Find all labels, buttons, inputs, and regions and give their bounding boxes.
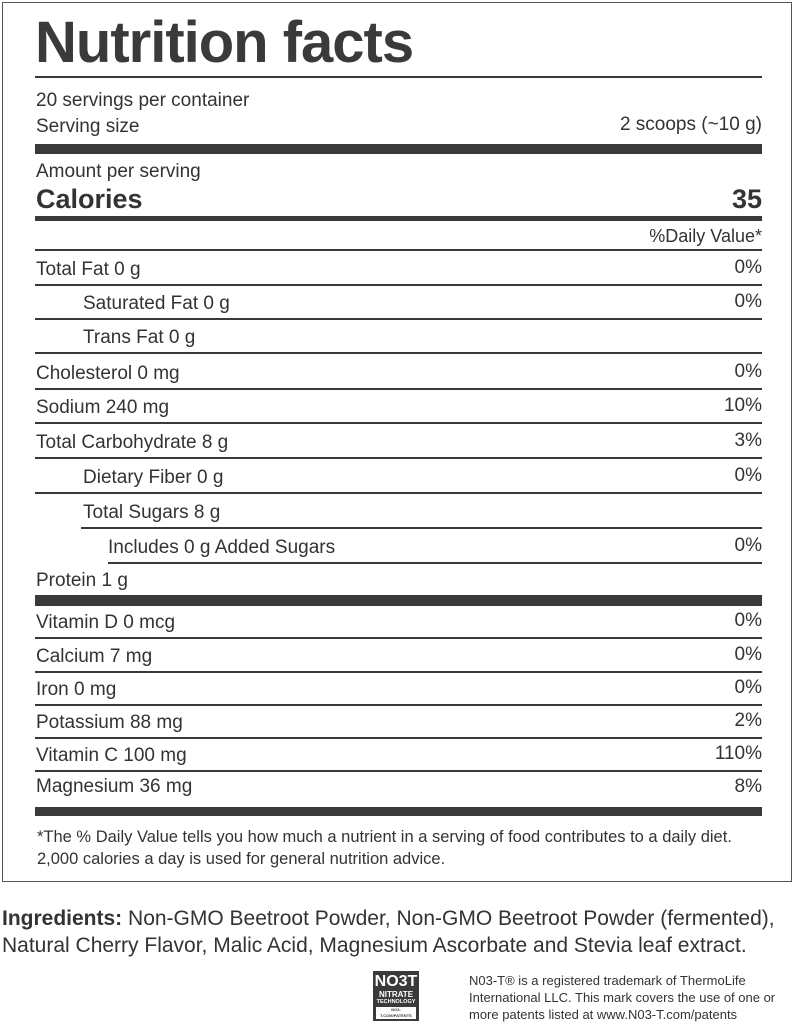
- nutrient-row-sodium: [35, 390, 762, 424]
- vitamin-dv: 110%: [714, 743, 762, 764]
- vitamin-row-iron: [35, 672, 762, 706]
- nutrient-row-dietary-fiber: [35, 460, 762, 494]
- row-divider: [35, 422, 762, 424]
- nutrient-name: Sodium 240 mg: [36, 397, 170, 418]
- label-title: Nutrition facts: [35, 10, 414, 75]
- vitamin-name: Magnesium 36 mg: [36, 776, 193, 797]
- vitamin-name: Vitamin C 100 mg: [36, 745, 187, 766]
- calories-value: 35: [731, 184, 762, 214]
- row-divider: [81, 527, 762, 529]
- nutrient-name: Protein 1 g: [36, 570, 128, 591]
- vitamin-dv: 0%: [734, 644, 762, 665]
- nutrient-row-added-sugars: [35, 530, 762, 564]
- nutrient-row-total-fat: [35, 252, 762, 286]
- nutrient-dv: 0%: [734, 291, 762, 312]
- ingredients-text: Non-GMO Beetroot Powder, Non-GMO Beetroot Powder (fermented), Natural Cherry Flavor, Malic Acid, Magnesium Ascorbate and Stevia leaf extract.: [2, 907, 775, 957]
- nutrient-row-saturated-fat: [35, 286, 762, 320]
- nutrient-name: Dietary Fiber 0 g: [83, 467, 224, 488]
- nutrient-dv: 3%: [734, 430, 762, 451]
- vitamin-name: Calcium 7 mg: [36, 646, 153, 667]
- daily-value-header: %Daily Value*: [649, 226, 762, 246]
- trademark-notice: N03-T® is a registered trademark of ThermoLife International LLC. This mark covers the use of one or more patents listed at www.N03-T.com/patents: [469, 973, 776, 1022]
- nutrient-dv: 0%: [734, 535, 762, 556]
- nutrient-dv: 0%: [734, 361, 762, 382]
- row-divider: [108, 562, 762, 564]
- logo-nitrate: NITRATE: [378, 990, 414, 999]
- nutrient-name: Total Fat 0 g: [36, 259, 141, 280]
- serving-size-label: Serving size: [36, 116, 140, 137]
- nutrient-row-total-carbohydrate: [35, 425, 762, 459]
- vitamin-row-vitamin-d: [35, 605, 762, 639]
- vitamin-name: Potassium 88 mg: [36, 712, 183, 733]
- vitamin-dv: 0%: [734, 677, 762, 698]
- thick-divider: [35, 144, 762, 154]
- daily-value-footnote: *The % Daily Value tells you how much a nutrient in a serving of food contributes to a daily diet. 2,000 calories a day is used for general nutrition advice.: [37, 828, 732, 868]
- nutrient-name: Trans Fat 0 g: [83, 327, 196, 348]
- nutrient-name: Total Carbohydrate 8 g: [36, 432, 229, 453]
- vitamin-row-calcium: [35, 639, 762, 673]
- logo-mark: NO3T: [374, 973, 418, 990]
- title-divider: [35, 76, 762, 78]
- nutrient-dv: 0%: [734, 257, 762, 278]
- nutrient-name: Includes 0 g Added Sugars: [108, 537, 336, 558]
- ingredients-block: [2, 905, 792, 959]
- amount-per-serving: Amount per serving: [36, 161, 201, 182]
- vitamin-dv: 0%: [734, 610, 762, 631]
- nutrient-row-protein: [35, 566, 762, 592]
- logo-patents: NO3-T.COM/PATENTS: [376, 1007, 416, 1019]
- thick-divider: [35, 807, 762, 816]
- nutrient-row-trans-fat: [35, 320, 762, 354]
- ingredients-heading: Ingredients:: [2, 907, 123, 930]
- nutrient-dv: 0%: [734, 465, 762, 486]
- nutrient-row-total-sugars: [35, 495, 762, 529]
- row-divider: [35, 352, 762, 354]
- vitamin-row-potassium: [35, 705, 762, 739]
- nutrient-name: Total Sugars 8 g: [83, 502, 221, 523]
- servings-per-container: 20 servings per container: [36, 90, 250, 111]
- logo-technology: TECHNOLOGY: [376, 999, 416, 1005]
- serving-size-value: 2 scoops (~10 g): [619, 114, 762, 135]
- vitamin-row-vitamin-c: [35, 738, 762, 772]
- row-divider: [35, 457, 762, 459]
- nutrient-name: Saturated Fat 0 g: [83, 293, 230, 314]
- calories-divider: [35, 216, 762, 221]
- vitamin-dv: 2%: [734, 710, 762, 731]
- vitamin-name: Vitamin D 0 mcg: [36, 612, 176, 633]
- nutrient-dv: 10%: [723, 395, 762, 416]
- no3t-logo: [373, 971, 419, 1021]
- vitamin-name: Iron 0 mg: [36, 679, 117, 700]
- nutrient-row-cholesterol: [35, 356, 762, 390]
- row-divider: [35, 492, 762, 494]
- vitamin-dv: 8%: [734, 776, 762, 797]
- vitamin-row-magnesium: [35, 772, 762, 798]
- calories-label: Calories: [36, 184, 143, 214]
- nutrient-name: Cholesterol 0 mg: [36, 363, 180, 384]
- dv-divider: [35, 249, 762, 251]
